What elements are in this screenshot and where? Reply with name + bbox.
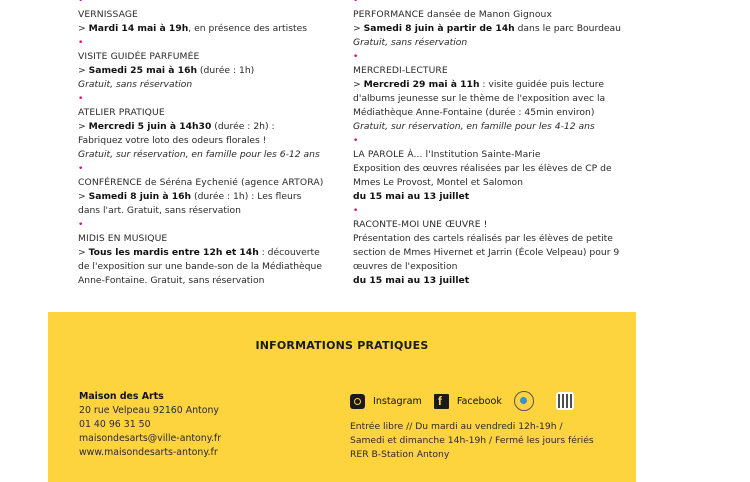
event-title: MERCREDI-LECTURE: [353, 65, 448, 76]
hours-line: Entrée libre // Du mardi au vendredi 12h-19h /: [350, 421, 563, 432]
venue-website[interactable]: www.maisondesarts-antony.fr: [79, 447, 218, 458]
event-atelier: [78, 106, 348, 162]
event-note: Gratuit, sur réservation, en famille pour les 6-12 ans: [78, 149, 320, 160]
hours-line: Samedi et dimanche 14h-19h / Fermé les jours fériés: [350, 435, 594, 446]
event-note: Gratuit, sans réservation: [353, 37, 468, 48]
event-date: > Tous les mardis entre 12h et 14h : découverte: [78, 247, 320, 258]
bullet: [353, 134, 625, 148]
event-title: MIDIS EN MUSIQUE: [78, 233, 168, 244]
opening-hours: [350, 420, 620, 462]
event-visite-guidee: [78, 50, 348, 92]
event-parole: [353, 148, 625, 204]
venue-email[interactable]: maisondesarts@ville-antony.fr: [79, 433, 222, 444]
event-conference: [78, 176, 348, 218]
instagram-label: Instagram: [373, 395, 422, 407]
event-description: de l'exposition sur une bande-son de la Médiathèque: [78, 261, 322, 272]
event-date: > Mercredi 29 mai à 11h : visite guidée puis lecture: [353, 79, 605, 90]
event-note: Gratuit, sans réservation: [78, 79, 193, 90]
bullet: [78, 218, 348, 232]
venue-name: Maison des Arts: [79, 391, 164, 402]
event-raconte-moi: [353, 218, 625, 288]
event-mercredi-lecture: [353, 64, 625, 134]
transport-info: RER B-Station Antony: [350, 449, 450, 460]
event-date: > Mardi 14 mai à 19h, en présence des artistes: [78, 23, 308, 34]
event-description: Fabriquez votre loto des odeurs florales !: [78, 135, 267, 146]
bullet: [353, 204, 625, 218]
event-date: > Mercredi 5 juin à 14h30 (durée : 2h) :: [78, 121, 275, 132]
facebook-link[interactable]: [434, 394, 502, 409]
bullet: [353, 50, 625, 64]
event-period: du 15 mai au 13 juillet: [353, 275, 470, 286]
accessibility-link[interactable]: [514, 391, 544, 411]
event-note: Gratuit, sur réservation, en famille pour les 4-12 ans: [353, 121, 595, 132]
event-date: > Samedi 8 juin à 16h (durée : 1h) : Les fleurs: [78, 191, 302, 202]
event-note: Anne-Fontaine. Gratuit, sans réservation: [78, 275, 265, 286]
instagram-link[interactable]: [350, 394, 422, 409]
venue-phone[interactable]: 01 40 96 31 50: [79, 419, 151, 430]
event-title: LA PAROLE À... l'Institution Sainte-Marie: [353, 149, 541, 160]
bullet: [78, 162, 348, 176]
bullet: [78, 92, 348, 106]
facebook-icon: [434, 394, 449, 409]
event-title: VERNISSAGE: [78, 9, 138, 20]
bullet: [78, 36, 348, 50]
event-midis-musique: [78, 232, 348, 288]
right-column: [353, 0, 625, 288]
event-title: ATELIER PRATIQUE: [78, 107, 165, 118]
event-description: dans l'art. Gratuit, sans réservation: [78, 205, 241, 216]
event-description: Présentation des cartels réalisés par les élèves de petite section de Mmes Hivernet et Jarrin (École Velpeau) pour 9 œuvres de l'exposition: [353, 233, 620, 272]
contact-block: [79, 390, 221, 460]
instagram-icon: [350, 394, 365, 409]
bullet: [353, 0, 625, 8]
panel-title: INFORMATIONS PRATIQUES: [255, 339, 429, 352]
event-period: du 15 mai au 13 juillet: [353, 191, 470, 202]
event-performance: [353, 8, 625, 50]
event-title: CONFÉRENCE de Séréna Eychenié (agence ARTORA): [78, 177, 324, 188]
event-title: VISITE GUIDÉE PARFUMÉE: [78, 51, 200, 62]
venue-address: 20 rue Velpeau 92160 Antony: [79, 405, 219, 416]
left-column: [78, 0, 348, 288]
facebook-label: Facebook: [456, 395, 502, 407]
event-date: > Samedi 8 juin à partir de 14h dans le parc Bourdeau: [353, 23, 622, 34]
event-date: > Samedi 25 mai à 16h (durée : 1h): [78, 65, 255, 76]
accessibility-icon: [514, 391, 534, 411]
event-description: Exposition des œuvres réalisées par les élèves de CP de Mmes Le Provost, Montel et Salomon: [353, 163, 612, 188]
social-links: [350, 392, 594, 410]
info-panel: [48, 312, 636, 482]
bullet: [78, 0, 348, 8]
event-title: RACONTE-MOI UNE ŒUVRE !: [353, 219, 488, 230]
qr-code-icon: [556, 392, 574, 410]
qr-code: [556, 392, 582, 410]
event-title: PERFORMANCE dansée de Manon Gignoux: [353, 9, 553, 20]
event-description: d'albums jeunesse sur le thème de l'exposition avec la Médiathèque Anne-Fontaine (durée : 45min environ): [353, 93, 606, 118]
event-vernissage: [78, 8, 348, 36]
